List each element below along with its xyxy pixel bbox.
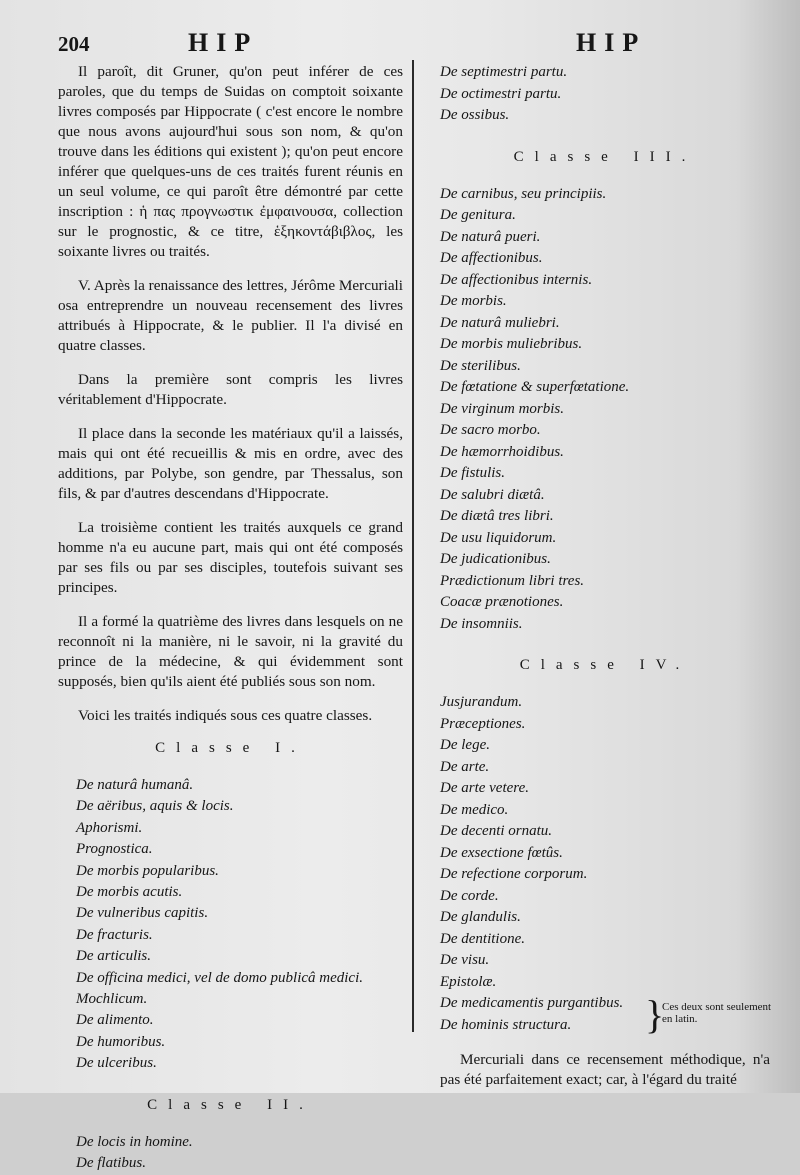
list-item: De septimestri partu. <box>440 64 568 80</box>
list-item: De flatibus. <box>76 1155 146 1172</box>
list-item: De naturâ muliebri. <box>440 314 560 331</box>
page-number: 204 <box>58 32 90 56</box>
list-item: Prognostica. <box>76 841 153 858</box>
list-item: De decenti ornatu. <box>440 823 553 839</box>
paragraph-seconde: Il place dans la seconde les matériaux qu'il a laissés, mais qui ont été recueillis & mis en ordre, avec des additions, par Polybe, son gendre, par Thessalus, son fils, & par d'autres descendans d'Hippocrate. <box>58 425 403 502</box>
list-item: De aëribus, aquis & locis. <box>76 798 234 815</box>
list-item: De hæmorrhoidibus. <box>440 443 564 460</box>
paragraph-troisieme: La troisième contient les traités auxquels ce grand homme n'a eu aucune part, mais qui ont été composés par ses fils ou par ses disciples, toutefois suivant ses principes. <box>58 519 403 596</box>
list-item: De hominis structura. <box>440 1016 572 1033</box>
right-running-head: HIP <box>576 28 647 57</box>
list-item: De morbis muliebribus. <box>440 336 583 352</box>
list-item: De judicationibus. <box>440 551 551 567</box>
running-header <box>0 26 800 66</box>
list-item: De morbis acutis. <box>76 884 183 901</box>
list-item: De sterilibus. <box>440 357 521 374</box>
list-item: De virginum morbis. <box>440 400 565 417</box>
classe-2-list-cont <box>440 62 770 127</box>
list-item: Coacæ prænotiones. <box>440 594 564 610</box>
list-item: De visu. <box>440 952 490 968</box>
paragraph-quatrieme: Il a formé la quatrième des livres dans lesquels on ne reconnoît ni la manière, ni le savoir, ni la gravité du prince de la médecine, & qui évidemment sont supposés, bien qu'ils aient été publiés sous son nom. <box>58 613 403 690</box>
classe-4-list <box>440 692 770 993</box>
list-item: De corde. <box>440 887 499 904</box>
list-item: De morbis popularibus. <box>76 862 219 879</box>
list-item: De medico. <box>440 801 509 818</box>
paragraph-gruner: Il paroît, dit Gruner, qu'on peut inférer de ces paroles, que du temps de Suidas on comptoit soixante livres composés par Hippocrate ( c'est encore le nombre que nous avons aujourd'hui sous son nom, & qu'on trouve dans les éditions qui existent ); qu'on peut encore inférer que quelques-uns de ces traités furent réunis en un seul volume, ce qui paroît être démontré par cette inscription : ἡ πας προγνωστικ ἐμφαινουσα, collection sur le prognostic, & ce titre, ἑξηκοντάβιβλος, les soixante livres ou traités. <box>58 63 403 260</box>
side-note: Ces deux sont seulement en latin. <box>662 1001 772 1025</box>
list-item: De affectionibus. <box>440 250 543 266</box>
list-item: De morbis. <box>440 293 507 309</box>
list-item: De arte vetere. <box>440 780 529 796</box>
list-item: Mochlicum. <box>76 991 148 1008</box>
classe-2-heading: Classe II. <box>147 1096 314 1113</box>
list-item: De genitura. <box>440 207 516 223</box>
list-item: Aphorismi. <box>76 819 143 836</box>
list-item: Præceptiones. <box>440 715 526 732</box>
list-item: De salubri diætâ. <box>440 486 545 503</box>
list-item: Epistolæ. <box>440 973 497 990</box>
list-item: De ossibus. <box>440 107 510 123</box>
paragraph-mercuriali: V. Après la renaissance des lettres, Jérôme Mercuriali osa entreprendre un nouveau recensement des livres attribués à Hippocrate, & le publier. Il l'a divisé en quatre classes. <box>58 277 403 354</box>
classe-1-heading: Classe I. <box>155 740 306 756</box>
list-item: De medicamentis purgantibus. <box>440 995 624 1011</box>
left-running-head: HIP <box>188 28 259 57</box>
list-item: De sacro morbo. <box>440 422 541 438</box>
list-item: De affectionibus internis. <box>440 271 593 288</box>
list-item: De officina medici, vel de domo publicâ medici. <box>76 969 363 986</box>
list-item: De arte. <box>440 758 490 775</box>
list-item: De usu liquidorum. <box>440 529 557 546</box>
list-item: De insomniis. <box>440 615 523 632</box>
list-item: De vulneribus capitis. <box>76 905 209 922</box>
classe-2-list-start <box>58 1132 403 1175</box>
classe-3-list <box>440 184 770 636</box>
list-item: De fracturis. <box>76 926 153 943</box>
list-item: De exsectione fœtûs. <box>440 844 563 861</box>
column-divider <box>412 60 414 1032</box>
list-item: Jusjurandum. <box>440 694 523 710</box>
latin-only-group <box>440 993 770 1036</box>
classe-4-heading: Classe IV. <box>519 657 691 673</box>
closing-paragraph: Mercuriali dans ce recensement méthodique, n'a pas été parfaitement exact; car, à l'égard du traité <box>440 1051 770 1088</box>
list-item: Prædictionum libri tres. <box>440 572 585 589</box>
list-item: De diætâ tres libri. <box>440 508 554 524</box>
paragraph-premiere: Dans la première sont compris les livres véritablement d'Hippocrate. <box>58 371 403 408</box>
right-column <box>440 62 770 1105</box>
list-item: De dentitione. <box>440 930 525 947</box>
left-column <box>58 62 403 1175</box>
list-item: De naturâ pueri. <box>440 228 541 245</box>
brace-icon: } <box>645 992 665 1037</box>
list-item: De locis in homine. <box>76 1133 193 1150</box>
list-item: De lege. <box>440 737 490 753</box>
list-item: De articulis. <box>76 948 151 965</box>
classe-3-heading: Classe III. <box>513 148 697 165</box>
list-item: De fœtatione & superfœtatione. <box>440 379 630 395</box>
list-item: De octimestri partu. <box>440 85 562 102</box>
list-item: De humoribus. <box>76 1033 166 1050</box>
list-item: De refectione corporum. <box>440 866 588 882</box>
list-item: De naturâ humanâ. <box>76 777 194 793</box>
paragraph-voici: Voici les traités indiqués sous ces quatre classes. <box>78 707 373 724</box>
classe-1-list <box>58 775 403 1075</box>
list-item: De ulceribus. <box>76 1055 157 1072</box>
list-item: De glandulis. <box>440 909 521 925</box>
list-item: De carnibus, seu principiis. <box>440 185 607 202</box>
list-item: De fistulis. <box>440 465 506 481</box>
list-item: De alimento. <box>76 1012 154 1029</box>
